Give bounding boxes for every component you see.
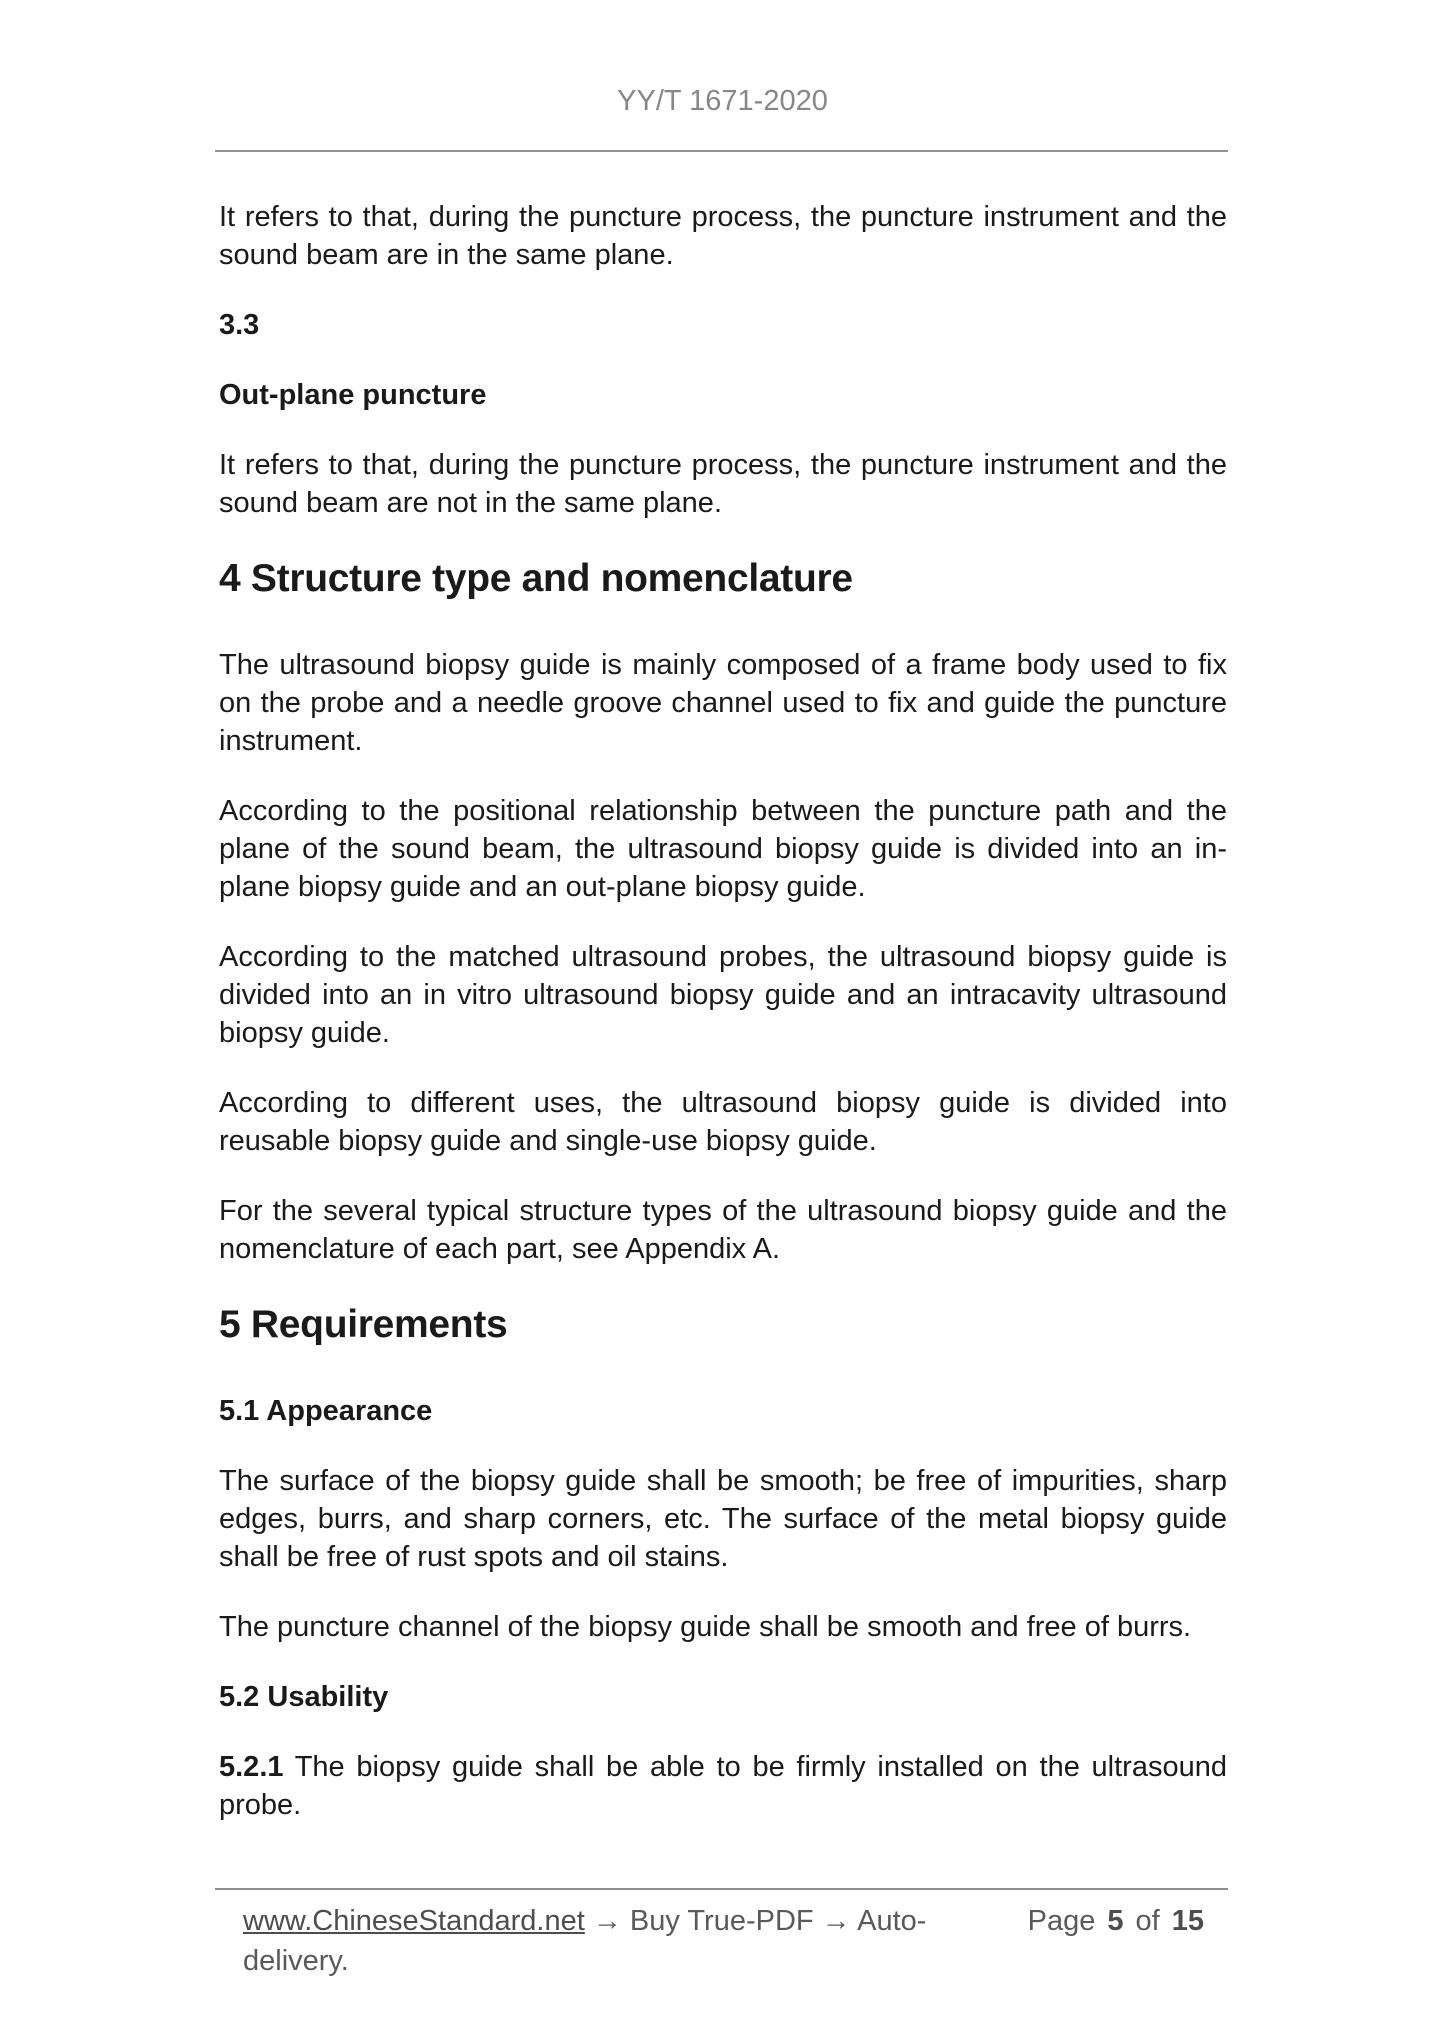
section-4-paragraph-1: The ultrasound biopsy guide is mainly composed of a frame body used to fix on the probe and a needle groove channel used to fix and guide the puncture instrument. — [219, 649, 1227, 757]
arrow-right-icon: → — [592, 1905, 622, 1937]
clause-3-3-term: Out-plane puncture — [219, 379, 487, 411]
page-label: Page — [1027, 1905, 1096, 1937]
page-footer — [215, 1901, 1228, 1981]
section-5-2-heading: 5.2 Usability — [219, 1681, 389, 1713]
section-5-1-heading: 5.1 Appearance — [219, 1395, 433, 1427]
section-4-paragraph-4: According to different uses, the ultrasound biopsy guide is divided into reusable biopsy guide and single-use biopsy guide. — [219, 1087, 1227, 1157]
arrow-right-icon: → — [821, 1905, 851, 1937]
clause-3-3-number: 3.3 — [219, 309, 260, 341]
header-doc-number: YY/T 1671-2020 — [617, 85, 828, 117]
section-4-paragraph-2: According to the positional relationship between the puncture path and the plane of the sound beam, the ultrasound biopsy guide is divided into an in-plane biopsy guide and an out-plane biopsy guide. — [219, 795, 1227, 903]
section-5-heading: 5 Requirements — [219, 1303, 508, 1346]
clause-5-2-1 — [219, 1748, 1227, 1824]
clause-5-2-1-text: The biopsy guide shall be able to be firmly installed on the ultrasound probe. — [219, 1751, 1227, 1821]
page-current: 5 — [1107, 1905, 1124, 1937]
section-5-1-paragraph-1: The surface of the biopsy guide shall be smooth; be free of impurities, sharp edges, burrs, and sharp corners, etc. The surface of the metal biopsy guide shall be free of rust spots and oil stains. — [219, 1465, 1227, 1573]
clause-3-2-definition: It refers to that, during the puncture process, the puncture instrument and the sound beam are in the same plane. — [219, 201, 1227, 271]
footer-buy-text: Buy True-PDF — [629, 1905, 814, 1937]
document-body — [219, 198, 1227, 1824]
of-label: of — [1135, 1905, 1160, 1937]
page-total: 15 — [1171, 1905, 1204, 1937]
section-4-heading: 4 Structure type and nomenclature — [219, 557, 853, 600]
footer-delivery-text: Auto-delivery. — [243, 1905, 927, 1977]
site-link[interactable]: www.ChineseStandard.net — [243, 1905, 585, 1937]
footer-source-line — [243, 1901, 1028, 1981]
section-5-1-paragraph-2: The puncture channel of the biopsy guide shall be smooth and free of burrs. — [219, 1611, 1192, 1643]
footer-rule — [215, 1888, 1228, 1890]
page-indicator — [1028, 1901, 1204, 1941]
clause-3-3-definition: It refers to that, during the puncture process, the puncture instrument and the sound beam are not in the same plane. — [219, 449, 1227, 519]
header-rule — [215, 150, 1228, 152]
section-4-paragraph-5: For the several typical structure types of the ultrasound biopsy guide and the nomenclature of each part, see Appendix A. — [219, 1195, 1227, 1265]
section-4-paragraph-3: According to the matched ultrasound probes, the ultrasound biopsy guide is divided into an in vitro ultrasound biopsy guide and an intracavity ultrasound biopsy guide. — [219, 941, 1227, 1049]
clause-5-2-1-number: 5.2.1 — [219, 1751, 284, 1783]
